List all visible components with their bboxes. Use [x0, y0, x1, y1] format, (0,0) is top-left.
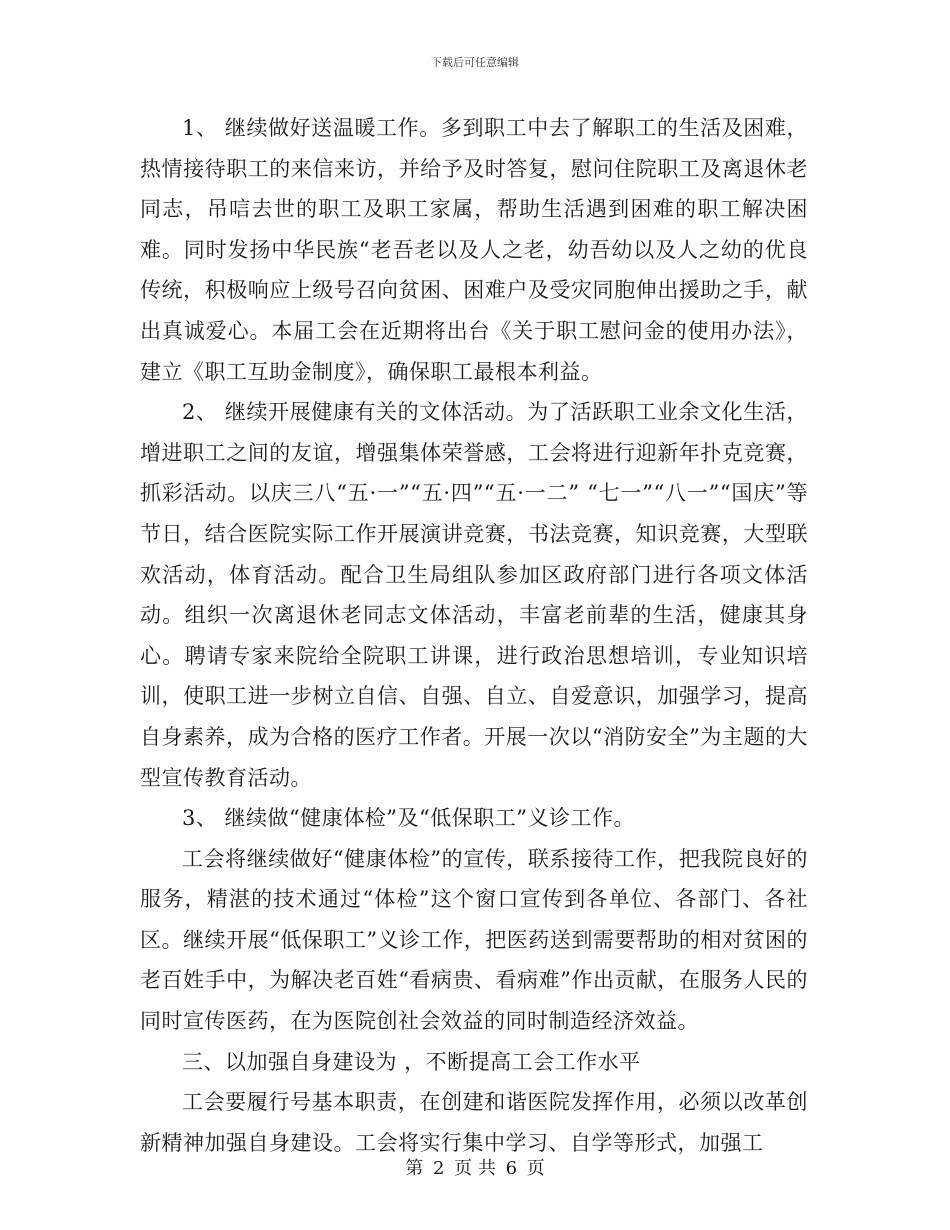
- footer-prefix: 第: [405, 1158, 424, 1179]
- paragraph-4: 工会将继续做好“健康体检”的宣传，联系接待工作，把我院良好的服务，精湛的技术通过“体检”这个窗口宣传到各单位、各部门、各社区。继续开展“低保职工”义诊工作，把医药送到需要帮助的相对贫困的老百姓手中，为解决老百姓“看病贵、看病难”作出贡献，在服务人民的同时宣传医药，在为医院创社会效益的同时制造经济效益。: [140, 846, 808, 1034]
- page-footer: [0, 1154, 950, 1180]
- document-body: [140, 108, 808, 1163]
- footer-suffix: 页: [526, 1158, 545, 1179]
- header-note: 下载后可任意编辑: [431, 56, 519, 69]
- paragraph-5: 工会要履行号基本职责，在创建和谐医院发挥作用，必须以改革创新精神加强自身建设。工会将实行集中学习、自学等形式，加强工: [140, 1090, 808, 1155]
- paragraph-2: 2、 继续开展健康有关的文体活动。为了活跃职工业余文化生活，增进职工之间的友谊，增强集体荣誉感，工会将进行迎新年扑克竞赛，抓彩活动。以庆三八“五·一”“五·四”“五·一二” “七一”“八一”“国庆”等节日，结合医院实际工作开展演讲竞赛，书法竞赛，知识竞赛，大型联欢活动，体育活动。配合卫生局组队参加区政府部门进行各项文体活动。组织一次离退休老同志文体活动，丰富老前辈的生活，健康其身心。聘请专家来院给全院职工讲课，进行政治思想培训，专业知识培训，使职工进一步树立自信、自强、自立、自爱意识，加强学习，提高自身素养，成为合格的医疗工作者。开展一次以“消防安全”为主题的大型宣传教育活动。: [140, 400, 808, 790]
- paragraph-1: 1、 继续做好送温暖工作。多到职工中去了解职工的生活及困难，热情接待职工的来信来访，并给予及时答复，慰问住院职工及离退休老同志，吊唁去世的职工及职工家属，帮助生活遇到困难的职工解决困难。同时发扬中华民族“老吾老以及人之老，幼吾幼以及人之幼的优良传统，积极响应上级号召向贫困、困难户及受灾同胞伸出援助之手，献出真诚爱心。本届工会在近期将出台《关于职工慰问金的使用办法》，建立《职工互助金制度》，确保职工最根本利益。: [140, 116, 808, 384]
- footer-total-pages: 6: [505, 1158, 518, 1179]
- footer-page-number: 2: [432, 1158, 445, 1179]
- paragraph-3: 3、 继续做“健康体检”及“低保职工”义诊工作。: [182, 806, 635, 831]
- footer-mid: 页 共: [454, 1158, 496, 1179]
- section-heading: 三、以加强自身建设为 ，不断提高工会工作水平: [182, 1049, 641, 1074]
